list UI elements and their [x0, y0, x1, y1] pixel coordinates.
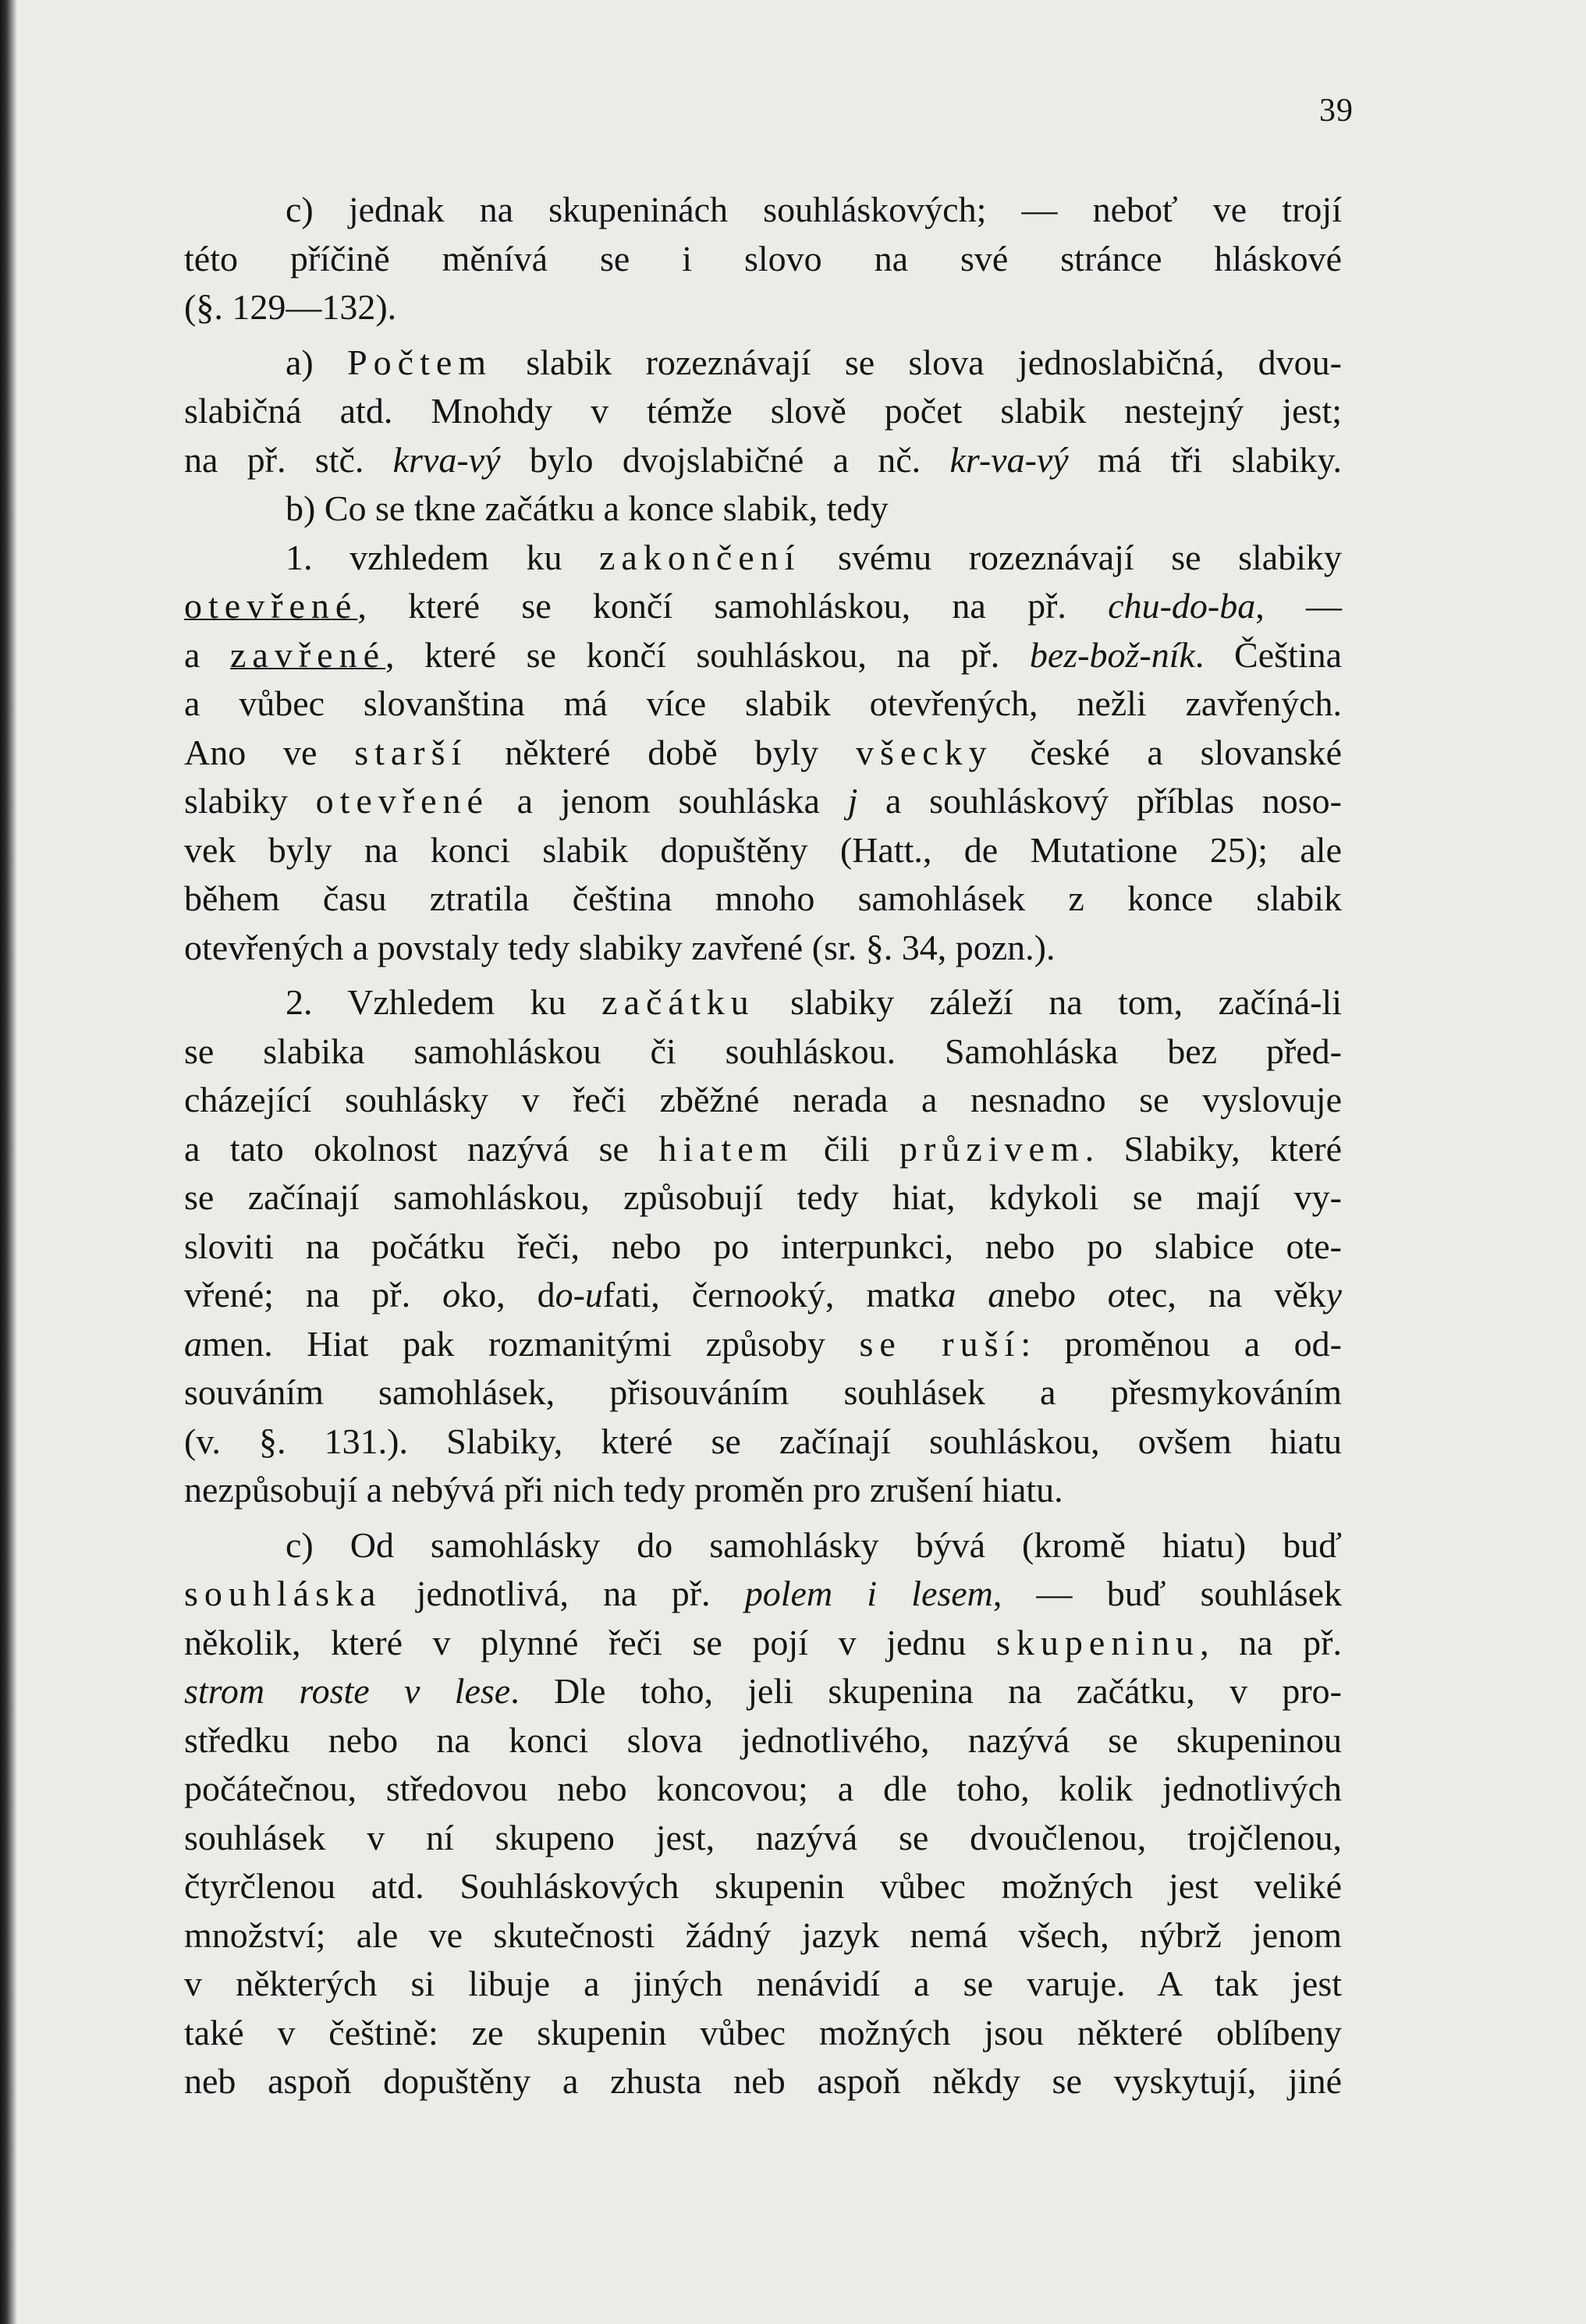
text-line [184, 875, 1342, 924]
text-segment: v některých si libuje a jiných nenávidí a se varuje. A tak jest [184, 1964, 1342, 2003]
text-line [184, 1173, 1342, 1222]
text-line [184, 1619, 1342, 1668]
text-segment: se začínají samohláskou, způsobují tedy hiat, kdykoli se mají vy- [184, 1177, 1342, 1217]
text-line [184, 2057, 1342, 2106]
text-segment: . Čeština [1194, 634, 1342, 675]
text-segment: otevřené [315, 781, 489, 821]
paragraph-gap [184, 1515, 1342, 1521]
text-line [184, 436, 1342, 485]
text-line [184, 1222, 1342, 1272]
text-segment: oo [753, 1275, 789, 1315]
text-segment: , které se končí souhláskou, na př. [385, 634, 1030, 675]
text-segment: ký, matk [789, 1275, 938, 1315]
text-segment: průzivem [899, 1128, 1085, 1169]
text-line [184, 729, 1342, 778]
text-segment: Ano ve [184, 732, 355, 772]
text-segment: cházející souhlásky v řeči zběžné nerada a nesnadno se vyslovuje [184, 1080, 1342, 1119]
text-line [184, 186, 1342, 235]
text-segment: o-u [555, 1275, 603, 1315]
text-segment: neb [1006, 1275, 1058, 1315]
text-line [184, 1716, 1342, 1765]
text-segment: sloviti na počátku řeči, nebo po interpunkci, nebo po slabice ote- [184, 1226, 1342, 1266]
text-line [184, 924, 1342, 973]
text-segment: : proměnou a od- [1020, 1323, 1342, 1364]
text-segment: se ruší [859, 1323, 1021, 1364]
text-segment: Počtem [347, 342, 493, 382]
text-segment: jednotlivá, na př. [381, 1574, 745, 1613]
text-segment: vřené; na př. [184, 1275, 443, 1315]
text-segment: slabiky [184, 781, 316, 821]
text-segment: bylo dvojslabičné a nč. [500, 439, 950, 480]
paragraph-gap [184, 332, 1342, 339]
text-segment: se slabika samohláskou či souhláskou. Samohláska bez před- [184, 1031, 1342, 1071]
text-line [184, 484, 1342, 534]
text-segment: a jenom souhláska [488, 781, 848, 821]
text-segment: tec, na věk [1125, 1275, 1326, 1315]
text-segment: hiatem [658, 1128, 794, 1169]
text-segment: a a [938, 1275, 1006, 1315]
text-segment: . Slabiky, které [1084, 1128, 1342, 1169]
text-line [184, 235, 1342, 284]
text-segment: a tato okolnost nazývá se [184, 1128, 659, 1169]
text-segment: 1. vzhledem ku [286, 537, 600, 577]
paragraph-gap [184, 972, 1342, 978]
text-segment: čtyrčlenou atd. Souhláskových skupenin vůbec možných jest veliké [184, 1866, 1342, 1906]
text-segment: také v češtině: ze skupenin vůbec možných jsou některé oblíbeny [184, 2012, 1342, 2053]
text-line [184, 2009, 1342, 2058]
text-segment: slabik rozeznávají se slova jednoslabičná, dvou- [492, 342, 1342, 382]
text-line [184, 679, 1342, 729]
text-segment: počátečnou, středovou nebo koncovou; a dle toho, kolik jednotlivých [184, 1769, 1342, 1808]
text-segment: a vůbec slovanština má více slabik otevřených, nežli zavřených. [184, 683, 1342, 723]
text-line [184, 1417, 1342, 1467]
text-segment: o o [1057, 1275, 1126, 1315]
text-line [184, 1271, 1342, 1320]
text-line [184, 826, 1342, 875]
text-line [184, 582, 1342, 631]
text-segment: j [847, 781, 858, 821]
text-segment: slabiky záleží na tom, začíná-li [754, 982, 1342, 1022]
text-segment: množství; ale ve skutečnosti žádný jazyk nemá všech, nýbrž jenom [184, 1914, 1342, 1955]
page-number: 39 [1319, 93, 1354, 129]
text-segment: zavřené [230, 634, 386, 675]
text-segment: a) [286, 342, 348, 382]
text-segment: na př. stč. [184, 439, 393, 480]
text-segment: a [184, 1323, 202, 1364]
text-segment: čili [793, 1128, 900, 1169]
text-line [184, 1814, 1342, 1863]
text-segment: otevřené [184, 586, 358, 626]
text-line [184, 387, 1342, 436]
text-segment: chu-do-ba [1108, 586, 1256, 626]
text-segment: svému rozeznávají se slabiky [800, 537, 1342, 577]
text-segment: několik, které v plynné řeči se pojí v jednu [184, 1622, 996, 1662]
text-segment: starší [354, 732, 468, 772]
text-segment: otevřených a povstaly tedy slabiky zavřené (sr. §. 34, pozn.). [184, 927, 1056, 967]
text-segment: (v. §. 131.). Slabiky, které se začínají souhláskou, ovšem hiatu [184, 1421, 1342, 1461]
text-line [184, 283, 1342, 332]
text-segment: , — buď souhlásek [992, 1574, 1342, 1613]
body-text [184, 186, 1342, 2106]
text-line [184, 1667, 1342, 1716]
text-line [184, 1960, 1342, 2009]
text-segment: souhláska [184, 1574, 382, 1613]
text-line [184, 339, 1342, 388]
text-segment: 2. Vzhledem ku [286, 982, 602, 1022]
text-segment: všecky [855, 732, 993, 772]
text-segment: b) Co se tkne začátku a konce slabik, tedy [286, 488, 889, 528]
text-segment: (§. 129—132). [184, 287, 397, 327]
text-line [184, 1076, 1342, 1125]
text-segment: této příčině měnívá se i slovo na své stránce hláskové [184, 238, 1342, 279]
text-segment: neb aspoň dopuštěny a zhusta neb aspoň někdy se vyskytují, jiné [184, 2061, 1342, 2101]
text-segment: ko, d [460, 1275, 555, 1315]
text-line [184, 1862, 1342, 1911]
text-segment: souhlásek v ní skupeno jest, nazývá se dvoučlenou, trojčlenou, [184, 1817, 1342, 1857]
text-line [184, 777, 1342, 826]
text-line [184, 534, 1342, 583]
text-segment: během času ztratila čeština mnoho samohlásek z konce slabik [184, 878, 1342, 918]
text-segment: , na př. [1200, 1622, 1342, 1662]
text-segment: fati, čern [602, 1275, 754, 1315]
text-segment: má tři slabiky. [1068, 439, 1342, 480]
text-segment: , které se končí samohláskou, na př. [357, 586, 1109, 626]
text-segment: některé době byly [467, 732, 856, 772]
text-segment: souváním samohlásek, přisouváním souhlásek a přesmykováním [184, 1372, 1342, 1412]
text-segment: začátku [601, 982, 755, 1022]
text-segment: polem i lesem [744, 1574, 993, 1613]
text-segment: c) Od samohlásky do samohlásky bývá (kromě hiatu) buď [286, 1524, 1342, 1565]
text-segment: české a slovanské [992, 732, 1342, 772]
text-line [184, 1765, 1342, 1814]
text-line [184, 1911, 1342, 1960]
text-segment: y [1325, 1275, 1343, 1315]
text-line [184, 1368, 1342, 1417]
text-segment: , — [1255, 586, 1342, 626]
text-line [184, 1466, 1342, 1515]
text-segment: kr-va-vý [949, 439, 1069, 480]
text-line [184, 631, 1342, 680]
text-line [184, 1027, 1342, 1077]
text-line [184, 1125, 1342, 1174]
text-segment: men. Hiat pak rozmanitými způsoby [202, 1323, 860, 1364]
text-segment: a [184, 634, 231, 675]
text-segment: strom roste v lese [184, 1671, 511, 1711]
text-segment: středku nebo na konci slova jednotlivého, nazývá se skupeninou [184, 1719, 1342, 1760]
text-segment: vek byly na konci slabik dopuštěny (Hatt., de Mutatione 25); ale [184, 829, 1342, 870]
text-segment: zakončení [599, 537, 801, 577]
text-segment: krva-vý [392, 439, 501, 480]
text-segment: nezpůsobují a nebývá při nich tedy proměn pro zrušení hiatu. [184, 1470, 1063, 1510]
text-segment: skupeninu [995, 1622, 1201, 1662]
text-segment: . Dle toho, jeli skupenina na začátku, v pro- [510, 1671, 1342, 1711]
page-edge-shadow [0, 0, 17, 2324]
text-segment: c) jednak na skupeninách souhláskových; — neboť ve trojí [286, 190, 1342, 229]
text-line [184, 1521, 1342, 1570]
text-line [184, 1570, 1342, 1619]
text-segment: bez-bož-ník [1029, 634, 1195, 675]
text-line [184, 978, 1342, 1027]
text-segment: a souhláskový příblas noso- [857, 781, 1342, 821]
text-line [184, 1320, 1342, 1369]
text-segment: slabičná atd. Mnohdy v témže slově počet slabik nestejný jest; [184, 391, 1342, 431]
text-segment: o [442, 1275, 461, 1315]
